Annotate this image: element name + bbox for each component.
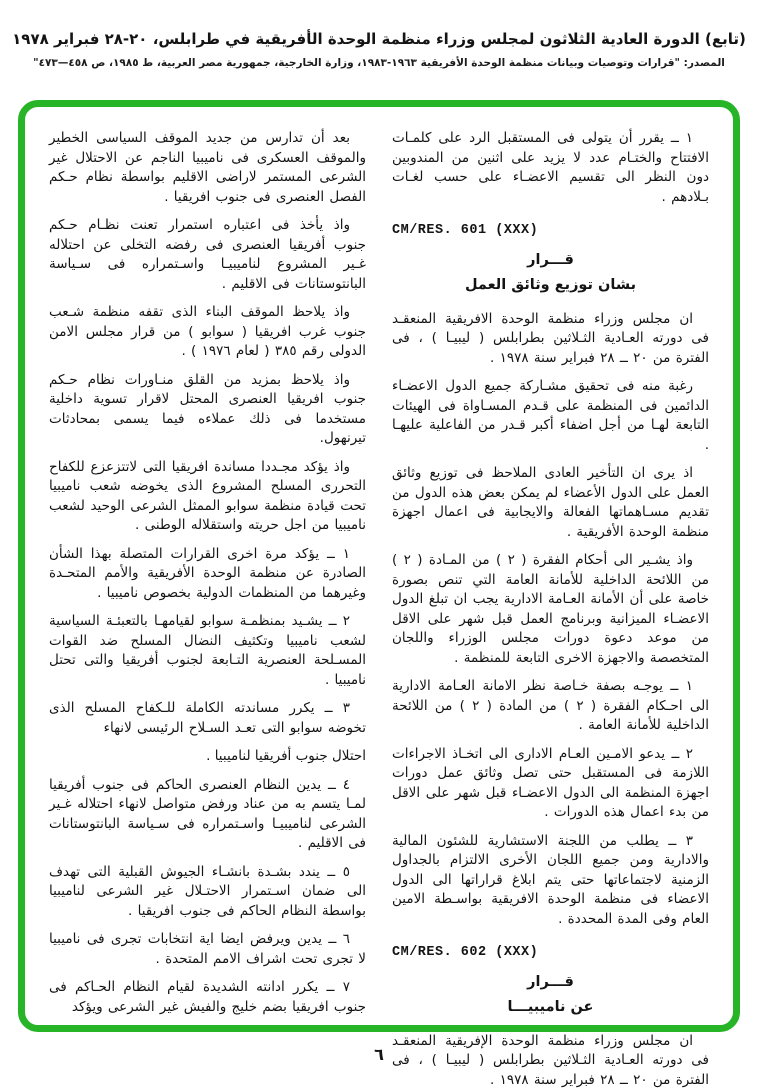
namibia-clause-1: ١ ــ يؤكد مرة اخرى القرارات المتصلة بهذا الشأن الصادرة عن منظمة الوحدة الأفريقية والأمم المتحـدة وغيرهما من المنظمات الدولية بخصوص ناميبيا . [49,545,366,604]
namibia-clause-7: ٧ ــ يكرر ادانته الشديدة لقيام النظام الحـاكم فى جنوب افريقيا بضم خليج والفيش غير الشرعى ويؤكد [49,978,366,1017]
resolution-602-subject: عن ناميبيـــا [392,998,709,1018]
res600-closing-clause: ١ ــ يقرر أن يتولى فى المستقبل الرد على كلمـات الافتتاح والختـام عدد لا يزيد على اثنين من المندوبين دون النظر الى تقسيم الاعضـاء على حسب لغـات بـلادهم . [392,129,709,207]
namibia-clause-3-cont: احتلال جنوب أفريقيا لناميبيا . [49,747,366,767]
namibia-clause-4: ٤ ــ يدين النظام العنصرى الحاكم فى جنوب أفريقيا لمـا يتسم به من عناد ورفض متواصل لانهاء احتلاله غـير الشرعى لناميبيـا واسـتمراره فى سـياسة البانتوستانات فى الاقليم . [49,776,366,854]
resolution-code-602: CM/RES. 602 (XXX) [392,943,709,963]
resolution-601-subject: بشان توزيع وثائق العمل [392,276,709,296]
res601-preamble-3: اذ يرى ان التأخير العادى الملاحظ فى توزيع وثائق العمل على الدول الأعضاء لم يمكن بعض هذه الدول من تقديم مسـاهماتها الفعالة والايجابية فى اعمال اجهزة منظمة الوحدة الأفريقية . [392,464,709,542]
namibia-preamble-5: واذ يؤكد مجـددا مساندة افريقيا التى لاتتزعزع للكفاح التحررى المسلح المشروع الذى يخوضه شعب ناميبيا تحت قيادة منظمة سوابو الممثل الشرعى الوحيد لشعب ناميبيا من اجل حريته واستقلاله الوطنى . [49,458,366,536]
source-citation: المصدر: "قرارات وتوصيات وبيانات منظمة الوحدة الأفريقية ١٩٦٣-١٩٨٣، وزارة الخارجية، جمهورية مصر العربية، ط ١٩٨٥، ص ٤٥٨—٤٧٣" [0,57,758,69]
content-border-box [18,100,740,1032]
page-number: ٦ [0,1045,758,1064]
res601-preamble-4: واذ يشـير الى أحكام الفقرة ( ٢ ) من المـادة ( ٢ ) من اللائحة الداخلية للأمانة العامة التي تنص بصورة خاصة على أن الأمانة العـامة الادارية يجب ان تبلغ الدول الاعضـاء الميزانية وبرنامج العمل قبل شهر على الاقل من موعد دعوة دورات مجلس الوزراء واللجان المتخصصة والاجهزة الاخرى التابعة للمنظمة . [392,551,709,668]
res602-preamble-1: ان مجلس وزراء منظمة الوحدة الإفريقية المنعقـد فى دورته العـادية الثـلاثين بطرابلس ( ليبيـا ) ، فى الفترة من ٢٠ ــ ٢٨ فبراير سنة ١٩٧٨ . [392,1032,709,1090]
left-text-column [49,129,366,1009]
namibia-preamble-1: بعد أن تدارس من جديد الموقف السياسى الخطير والموقف العسكرى فى ناميبيا الناجم عن الاحتلال غير الشرعى المستمر لاراضى الاقليم بواسطة نظام حـكم الفصل العنصرى فى جنوب افريقيا . [49,129,366,207]
resolution-code-601: CM/RES. 601 (XXX) [392,221,709,241]
namibia-clause-5: ٥ ــ يندد بشـدة بانشـاء الجيوش القبلية التى تهدف الى ضمان اسـتمرار الاحتـلال غير الشرعى لناميبيا بواسطة النظام الحاكم فى جنوب افريقيا . [49,863,366,922]
namibia-clause-6: ٦ ــ يدين ويرفض ايضا اية انتخابات تجرى فى ناميبيا لا تجرى تحت اشراف الامم المتحدة . [49,930,366,969]
namibia-clause-2: ٢ ــ يشـيد بمنظمـة سوابو لقيامهـا بالتعبئـة السياسية لشعب ناميبيا وتكثيف النضال المسلح ضد القوات المسـلحة العنصرية التـابعة لجنوب أفريقيا والتى تحتل ناميبيا . [49,612,366,690]
right-text-column [392,129,709,1009]
res601-clause-1: ١ ــ يوجـه بصفة خـاصة نظر الامانة العـامة الادارية الى احـكام الفقرة ( ٢ ) من المادة ( ٢ ) من اللائحة الداخلية للأمانة العامة . [392,677,709,736]
session-title: (تابع) الدورة العادية الثلاثون لمجلس وزراء منظمة الوحدة الأفريقية في طرابلس، ٢٠-٢٨ فبراير ١٩٧٨ [0,30,758,48]
namibia-preamble-4: واذ يلاحظ بمزيد من القلق منـاورات نظام حـكم جنوب افريقيا العنصرى المحتل لاقرار تسوية داخلية مستخدما فى ذلك عملاءه فيما يسمى بمحادثات تيرنهول. [49,371,366,449]
resolution-602-title: قـــرار [392,973,709,993]
page-header [0,30,758,69]
namibia-clause-3: ٣ ــ يكرر مساندته الكاملة للـكفاح المسلح الذى تخوضه سوابو التى تعـد السـلاح الرئيسى لانهاء [49,699,366,738]
res601-preamble-2: رغبة منه فى تحقيق مشـاركة جميع الدول الاعضـاء الدائمين فى المنظمة على قـدم المسـاواة فى الهيئات التابعة لهـا من أجل اضفاء أكبر قـدر من الفاعلية عليهـا . [392,377,709,455]
namibia-preamble-3: واذ يلاحظ الموقف البناء الذى تقفه منظمة شـعب جنوب غرب افريقيا ( سوابو ) من قرار مجلس الامن الدولى رقم ٣٨٥ ( لعام ١٩٧٦ ) . [49,303,366,362]
res601-clause-3: ٣ ــ يطلب من اللجنة الاستشارية للشئون المالية والادارية ومن جميع اللجان الأخرى الالتزام بالجداول الزمنية لاجتماعاتها حتى يتم ابلاغ قراراتها الى الدول الاعضاء فى منظمة الوحدة الافريقية بواسـطة الامين العام وفى المدة المحددة . [392,832,709,930]
res601-preamble-1: ان مجلس وزراء منظمة الوحدة الافريقية المنعقـد فى دورته العـادية الثـلاثين بطرابلس ( ليبيـا ) ، فى الفترة من ٢٠ ــ ٢٨ فبراير سنة ١٩٧٨ . [392,310,709,369]
resolution-601-title: قـــرار [392,251,709,271]
res601-clause-2: ٢ ــ يدعو الامـين العـام الادارى الى اتخـاذ الاجراءات اللازمة فى المستقبل حتى تصل وثائق عمل دورات اجهزة المنظمة الى الدول الاعضـاء قبل شهر على الاقل من بدء اعمال هذه الدورات . [392,745,709,823]
namibia-preamble-2: واذ يأخذ فى اعتباره استمرار تعنت نظـام حـكم جنوب أفريقيا العنصرى فى رفضه التخلى عن احتلاله غـير المشروع لناميبيـا واسـتمراره فى سـياسة البانتوستانات فى الاقليم . [49,216,366,294]
